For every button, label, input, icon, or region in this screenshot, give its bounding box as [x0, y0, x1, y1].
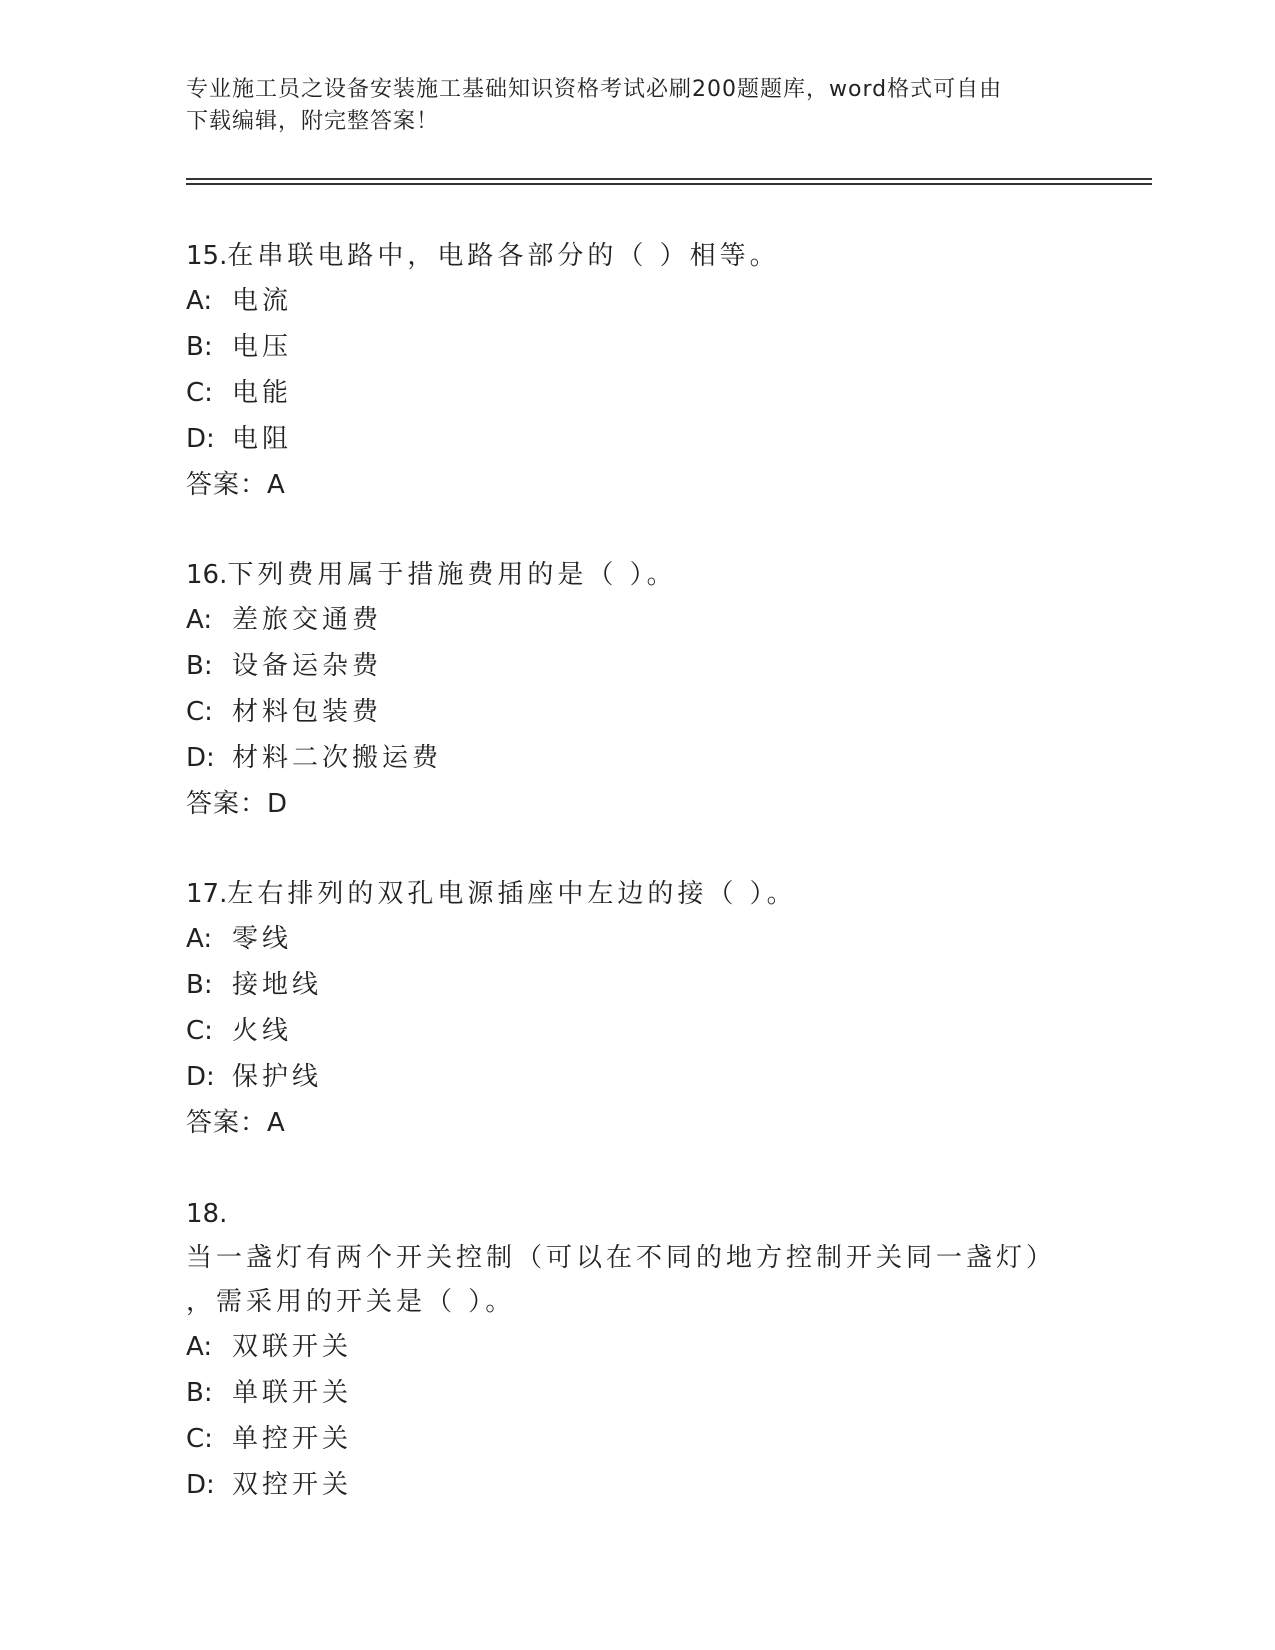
header-divider-bottom [186, 183, 1152, 185]
question-number: 15. [186, 241, 228, 271]
question-number: 17. [186, 879, 228, 909]
question-15 [186, 234, 1086, 508]
answer-line: 答案：A [186, 470, 286, 500]
option-letter: D: [186, 743, 215, 773]
question-stem-continued: ，需采用的开关是（ ）。 [186, 1287, 516, 1317]
option-letter: B: [186, 332, 213, 362]
question-stem [186, 234, 1086, 278]
question-stem [186, 872, 1086, 916]
option-text: 保护线 [232, 1062, 323, 1092]
option-d [186, 1054, 1086, 1100]
option-text: 电流 [232, 286, 293, 316]
option-d [186, 735, 1086, 781]
option-c [186, 370, 1086, 416]
option-letter: D: [186, 424, 215, 454]
option-c [186, 1008, 1086, 1054]
option-letter: C: [186, 1016, 213, 1046]
question-text: 左右排列的双孔电源插座中左边的接（ ）。 [227, 879, 797, 909]
option-text: 电阻 [232, 424, 293, 454]
option-letter: A: [186, 605, 213, 635]
option-letter: B: [186, 1378, 213, 1408]
option-letter: A: [186, 286, 213, 316]
question-text: 在串联电路中，电路各部分的（ ）相等。 [227, 241, 780, 271]
option-text: 接地线 [232, 970, 323, 1000]
option-letter: D: [186, 1062, 215, 1092]
option-text: 材料包装费 [232, 697, 383, 727]
option-b [186, 962, 1086, 1008]
header-divider-top [186, 178, 1152, 180]
option-text: 双控开关 [232, 1470, 353, 1500]
answer-line: 答案：D [186, 789, 289, 819]
question-text: 当一盏灯有两个开关控制（可以在不同的地方控制开关同一盏灯） [186, 1243, 1057, 1273]
option-letter: C: [186, 1424, 213, 1454]
header-line-1: 专业施工员之设备安装施工基础知识资格考试必刷200题题库，word格式可自由 [186, 77, 1003, 102]
option-b [186, 643, 1086, 689]
option-letter: B: [186, 651, 213, 681]
option-letter: A: [186, 1332, 213, 1362]
option-text: 电压 [232, 332, 293, 362]
option-letter: B: [186, 970, 213, 1000]
option-a [186, 278, 1086, 324]
option-text: 零线 [232, 924, 293, 954]
option-letter: D: [186, 1470, 215, 1500]
option-text: 双联开关 [232, 1332, 353, 1362]
option-letter: C: [186, 697, 213, 727]
option-a [186, 1324, 1086, 1370]
header-line-2: 下载编辑，附完整答案！ [186, 109, 440, 134]
option-text: 单联开关 [232, 1378, 353, 1408]
option-b [186, 1370, 1086, 1416]
option-text: 材料二次搬运费 [232, 743, 443, 773]
document-header [186, 74, 1066, 138]
option-text: 设备运杂费 [232, 651, 383, 681]
option-text: 火线 [232, 1016, 293, 1046]
option-c [186, 689, 1086, 735]
question-number: 18. [186, 1199, 228, 1229]
option-letter: C: [186, 378, 213, 408]
option-text: 差旅交通费 [232, 605, 383, 635]
question-18 [186, 1192, 1086, 1508]
option-letter: A: [186, 924, 213, 954]
question-17 [186, 872, 1086, 1146]
option-c [186, 1416, 1086, 1462]
option-text: 电能 [232, 378, 293, 408]
option-a [186, 916, 1086, 962]
option-text: 单控开关 [232, 1424, 353, 1454]
question-stem [186, 553, 1086, 597]
option-d [186, 1462, 1086, 1508]
answer-line: 答案：A [186, 1108, 286, 1138]
question-number: 16. [186, 560, 228, 590]
question-16 [186, 553, 1086, 827]
question-stem [186, 1192, 1086, 1280]
option-d [186, 416, 1086, 462]
question-text: 下列费用属于措施费用的是（ ）。 [227, 560, 677, 590]
option-b [186, 324, 1086, 370]
option-a [186, 597, 1086, 643]
